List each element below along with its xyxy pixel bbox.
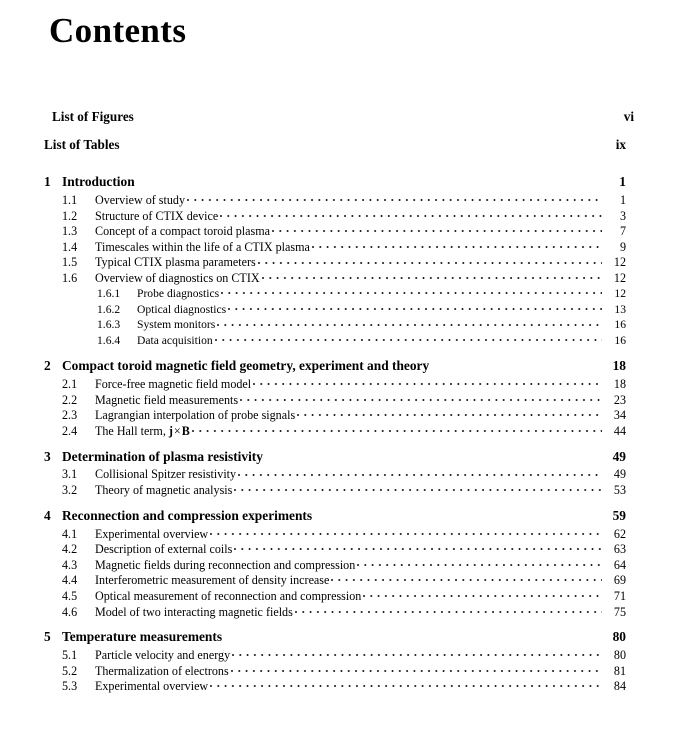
entry-number: 5 bbox=[44, 629, 51, 645]
dot-leader bbox=[431, 357, 602, 370]
toc-entry-section-4.1[interactable] bbox=[44, 526, 626, 542]
page-number: 18 bbox=[612, 358, 626, 374]
dot-leader bbox=[224, 628, 602, 641]
page-number: ix bbox=[615, 137, 626, 153]
entry-number: 4 bbox=[44, 507, 51, 523]
page-number: 16 bbox=[614, 318, 626, 332]
entry-title: List of Figures bbox=[52, 109, 134, 125]
toc-entry-list bbox=[44, 108, 634, 694]
dot-leader bbox=[136, 108, 610, 121]
entry-title: Lagrangian interpolation of probe signals bbox=[95, 408, 296, 423]
entry-number: 4.5 bbox=[62, 588, 78, 603]
dot-leader bbox=[232, 647, 602, 659]
dot-leader bbox=[258, 254, 602, 266]
page-number: 1 bbox=[619, 193, 626, 208]
page-number: 16 bbox=[614, 333, 626, 347]
toc-entry-section-4.3[interactable] bbox=[44, 557, 626, 573]
dot-leader bbox=[262, 270, 602, 282]
page-number: 62 bbox=[613, 526, 626, 541]
dot-leader bbox=[295, 603, 602, 615]
dot-leader bbox=[210, 678, 602, 690]
page-number: 81 bbox=[613, 663, 626, 678]
page-number: 63 bbox=[613, 542, 626, 557]
toc-entry-section-2.4[interactable] bbox=[44, 423, 626, 439]
toc-entry-section-2.2[interactable] bbox=[44, 392, 626, 408]
dot-leader bbox=[192, 423, 602, 435]
toc-entry-subsection-1.6.1[interactable] bbox=[44, 286, 626, 302]
entry-number: 4.2 bbox=[62, 542, 78, 557]
entry-number: 5.3 bbox=[62, 679, 78, 694]
entry-title: Data acquisition bbox=[137, 333, 213, 347]
page-number: 59 bbox=[612, 507, 626, 523]
entry-title: Overview of study bbox=[95, 193, 186, 208]
toc-entry-section-1.4[interactable] bbox=[44, 239, 626, 255]
page-number: 71 bbox=[613, 588, 626, 603]
entry-title: Magnetic field measurements bbox=[95, 392, 239, 407]
toc-entry-section-3.1[interactable] bbox=[44, 466, 626, 482]
toc-entry-chapter-1[interactable] bbox=[44, 173, 626, 192]
dot-leader bbox=[122, 136, 603, 149]
entry-title: Reconnection and compression experiments bbox=[62, 507, 313, 523]
toc-entry-section-1.1[interactable] bbox=[44, 192, 626, 208]
entry-number: 1.4 bbox=[62, 239, 78, 254]
toc-entry-section-3.2[interactable] bbox=[44, 482, 626, 498]
dot-leader bbox=[221, 286, 602, 298]
page-number: 44 bbox=[613, 423, 626, 438]
toc-entry-section-1.2[interactable] bbox=[44, 208, 626, 224]
page-number: 49 bbox=[613, 467, 626, 482]
toc-entry-subsection-1.6.3[interactable] bbox=[44, 317, 626, 333]
entry-number: 2 bbox=[44, 358, 51, 374]
toc-entry-section-5.1[interactable] bbox=[44, 647, 626, 663]
entry-title-math bbox=[80, 424, 190, 439]
entry-number: 1.1 bbox=[62, 193, 78, 208]
entry-title: Optical measurement of reconnection and compression bbox=[95, 588, 362, 603]
entry-number: 3.2 bbox=[62, 483, 78, 497]
entry-title: Timescales within the life of a CTIX plasma bbox=[95, 239, 310, 254]
entry-title: System monitors bbox=[137, 318, 216, 332]
dot-leader bbox=[272, 223, 602, 235]
page-number: 12 bbox=[614, 287, 626, 301]
dot-leader bbox=[312, 239, 602, 251]
page-number: 18 bbox=[613, 377, 626, 392]
dot-leader bbox=[238, 466, 602, 478]
entry-number: 2.4 bbox=[62, 423, 78, 438]
entry-title: Overview of diagnostics on CTIX bbox=[95, 271, 260, 286]
toc-entry-section-2.1[interactable] bbox=[44, 376, 626, 392]
toc-entry-chapter-4[interactable] bbox=[44, 507, 626, 526]
entry-number: 1.6 bbox=[62, 271, 78, 286]
entry-title: Experimental overview bbox=[95, 526, 209, 541]
page-number: 9 bbox=[619, 239, 626, 254]
math-symbol-magnetic-field: B bbox=[181, 423, 190, 438]
entry-number: 2.2 bbox=[62, 392, 78, 407]
entry-number: 2.1 bbox=[62, 377, 78, 392]
entry-title: Typical CTIX plasma parameters bbox=[95, 255, 256, 270]
page-number: 23 bbox=[613, 392, 626, 407]
dot-leader bbox=[231, 663, 602, 675]
page-number: 7 bbox=[619, 224, 626, 239]
entry-title: Experimental overview bbox=[95, 679, 209, 694]
entry-title: Introduction bbox=[62, 174, 135, 190]
page-number: 80 bbox=[613, 648, 626, 663]
entry-number: 1.6.4 bbox=[97, 333, 121, 347]
toc-entry-subsection-1.6.4[interactable] bbox=[44, 332, 626, 348]
page-number: 75 bbox=[613, 604, 626, 619]
dot-leader bbox=[228, 301, 602, 313]
entry-number: 1.6.1 bbox=[97, 287, 121, 301]
dot-leader bbox=[137, 173, 602, 186]
entry-title: Model of two interacting magnetic fields bbox=[95, 604, 293, 619]
dot-leader bbox=[357, 557, 602, 569]
page-number: 69 bbox=[613, 573, 626, 588]
entry-number: 1.6.3 bbox=[97, 318, 121, 332]
entry-number: 4.1 bbox=[62, 526, 78, 541]
entry-number: 1 bbox=[44, 174, 51, 190]
entry-title: Theory of magnetic analysis bbox=[95, 483, 233, 497]
entry-title: Magnetic fields during reconnection and compression bbox=[95, 557, 356, 572]
toc-entry-section-2.3[interactable] bbox=[44, 407, 626, 423]
toc-entry-section-5.3[interactable] bbox=[44, 678, 626, 694]
entry-number: 1.6.2 bbox=[97, 302, 121, 316]
toc-entry-front-figures[interactable] bbox=[44, 108, 634, 136]
dot-leader bbox=[240, 392, 602, 404]
dot-leader bbox=[265, 447, 602, 460]
math-prefix-text: The Hall term, bbox=[95, 423, 169, 438]
toc-entry-section-1.3[interactable] bbox=[44, 223, 626, 239]
entry-title: Temperature measurements bbox=[62, 629, 223, 645]
toc-entry-section-4.6[interactable] bbox=[44, 603, 626, 619]
entry-title: Force-free magnetic field model bbox=[95, 377, 252, 392]
dot-leader bbox=[187, 192, 602, 204]
entry-title: Interferometric measurement of density increase bbox=[95, 573, 330, 588]
toc-entry-front-tables[interactable] bbox=[44, 136, 626, 164]
entry-number: 5.2 bbox=[62, 663, 78, 678]
dot-leader bbox=[297, 407, 602, 419]
entry-number: 1.2 bbox=[62, 208, 78, 223]
toc-entry-chapter-5[interactable] bbox=[44, 628, 626, 647]
page-title: Contents bbox=[49, 11, 187, 50]
dot-leader bbox=[253, 376, 602, 388]
page-number: 12 bbox=[613, 255, 626, 270]
dot-leader bbox=[234, 541, 602, 553]
entry-title: Optical diagnostics bbox=[137, 302, 227, 316]
page-number: 64 bbox=[613, 557, 626, 572]
dot-leader bbox=[234, 482, 602, 494]
page-number: 3 bbox=[619, 208, 626, 223]
toc-entry-section-1.5[interactable] bbox=[44, 254, 626, 270]
entry-title: Description of external coils bbox=[95, 542, 233, 557]
page-number: 49 bbox=[612, 448, 626, 464]
entry-title: Thermalization of electrons bbox=[95, 663, 229, 678]
toc-entry-subsection-1.6.2[interactable] bbox=[44, 301, 626, 317]
dot-leader bbox=[220, 208, 602, 220]
math-symbol-current-density: j bbox=[168, 423, 173, 438]
dot-leader bbox=[210, 526, 602, 538]
dot-leader bbox=[314, 507, 602, 520]
entry-title: Collisional Spitzer resistivity bbox=[95, 467, 237, 482]
entry-number: 4.6 bbox=[62, 604, 78, 619]
entry-number: 1.3 bbox=[62, 224, 78, 239]
math-cross-product-operator: × bbox=[173, 423, 181, 438]
page-number: 84 bbox=[613, 679, 626, 694]
entry-title: Compact toroid magnetic field geometry, experiment and theory bbox=[62, 358, 430, 374]
toc-entry-section-4.2[interactable] bbox=[44, 541, 626, 557]
dot-leader bbox=[215, 332, 602, 344]
entry-title: Determination of plasma resistivity bbox=[62, 448, 263, 464]
entry-number: 4.3 bbox=[62, 557, 78, 572]
entry-title: Particle velocity and energy bbox=[95, 648, 231, 663]
page-number: 80 bbox=[612, 629, 626, 645]
page-number: 53 bbox=[613, 483, 626, 497]
entry-number: 2.3 bbox=[62, 408, 78, 423]
dot-leader bbox=[363, 588, 602, 600]
dot-leader bbox=[217, 317, 602, 329]
toc-entry-section-5.2[interactable] bbox=[44, 663, 626, 679]
entry-title: List of Tables bbox=[44, 137, 120, 153]
page-number: 34 bbox=[613, 408, 626, 423]
entry-number: 5.1 bbox=[62, 648, 78, 663]
toc-entry-section-4.4[interactable] bbox=[44, 572, 626, 588]
toc-entry-section-1.6[interactable] bbox=[44, 270, 626, 286]
page-number: 12 bbox=[613, 271, 626, 286]
page-number: 13 bbox=[614, 302, 626, 316]
toc-entry-chapter-2[interactable] bbox=[44, 357, 626, 376]
dot-leader bbox=[331, 572, 602, 584]
page-number: 1 bbox=[619, 174, 626, 190]
page-number: vi bbox=[623, 109, 634, 125]
entry-title: Probe diagnostics bbox=[137, 287, 220, 301]
entry-number: 4.4 bbox=[62, 573, 78, 588]
entry-title: Structure of CTIX device bbox=[95, 208, 219, 223]
toc-entry-chapter-3[interactable] bbox=[44, 447, 626, 466]
toc-entry-section-4.5[interactable] bbox=[44, 588, 626, 604]
entry-number: 3 bbox=[44, 448, 51, 464]
entry-title: Concept of a compact toroid plasma bbox=[95, 224, 270, 239]
entry-number: 3.1 bbox=[62, 467, 78, 482]
entry-number: 1.5 bbox=[62, 255, 78, 270]
